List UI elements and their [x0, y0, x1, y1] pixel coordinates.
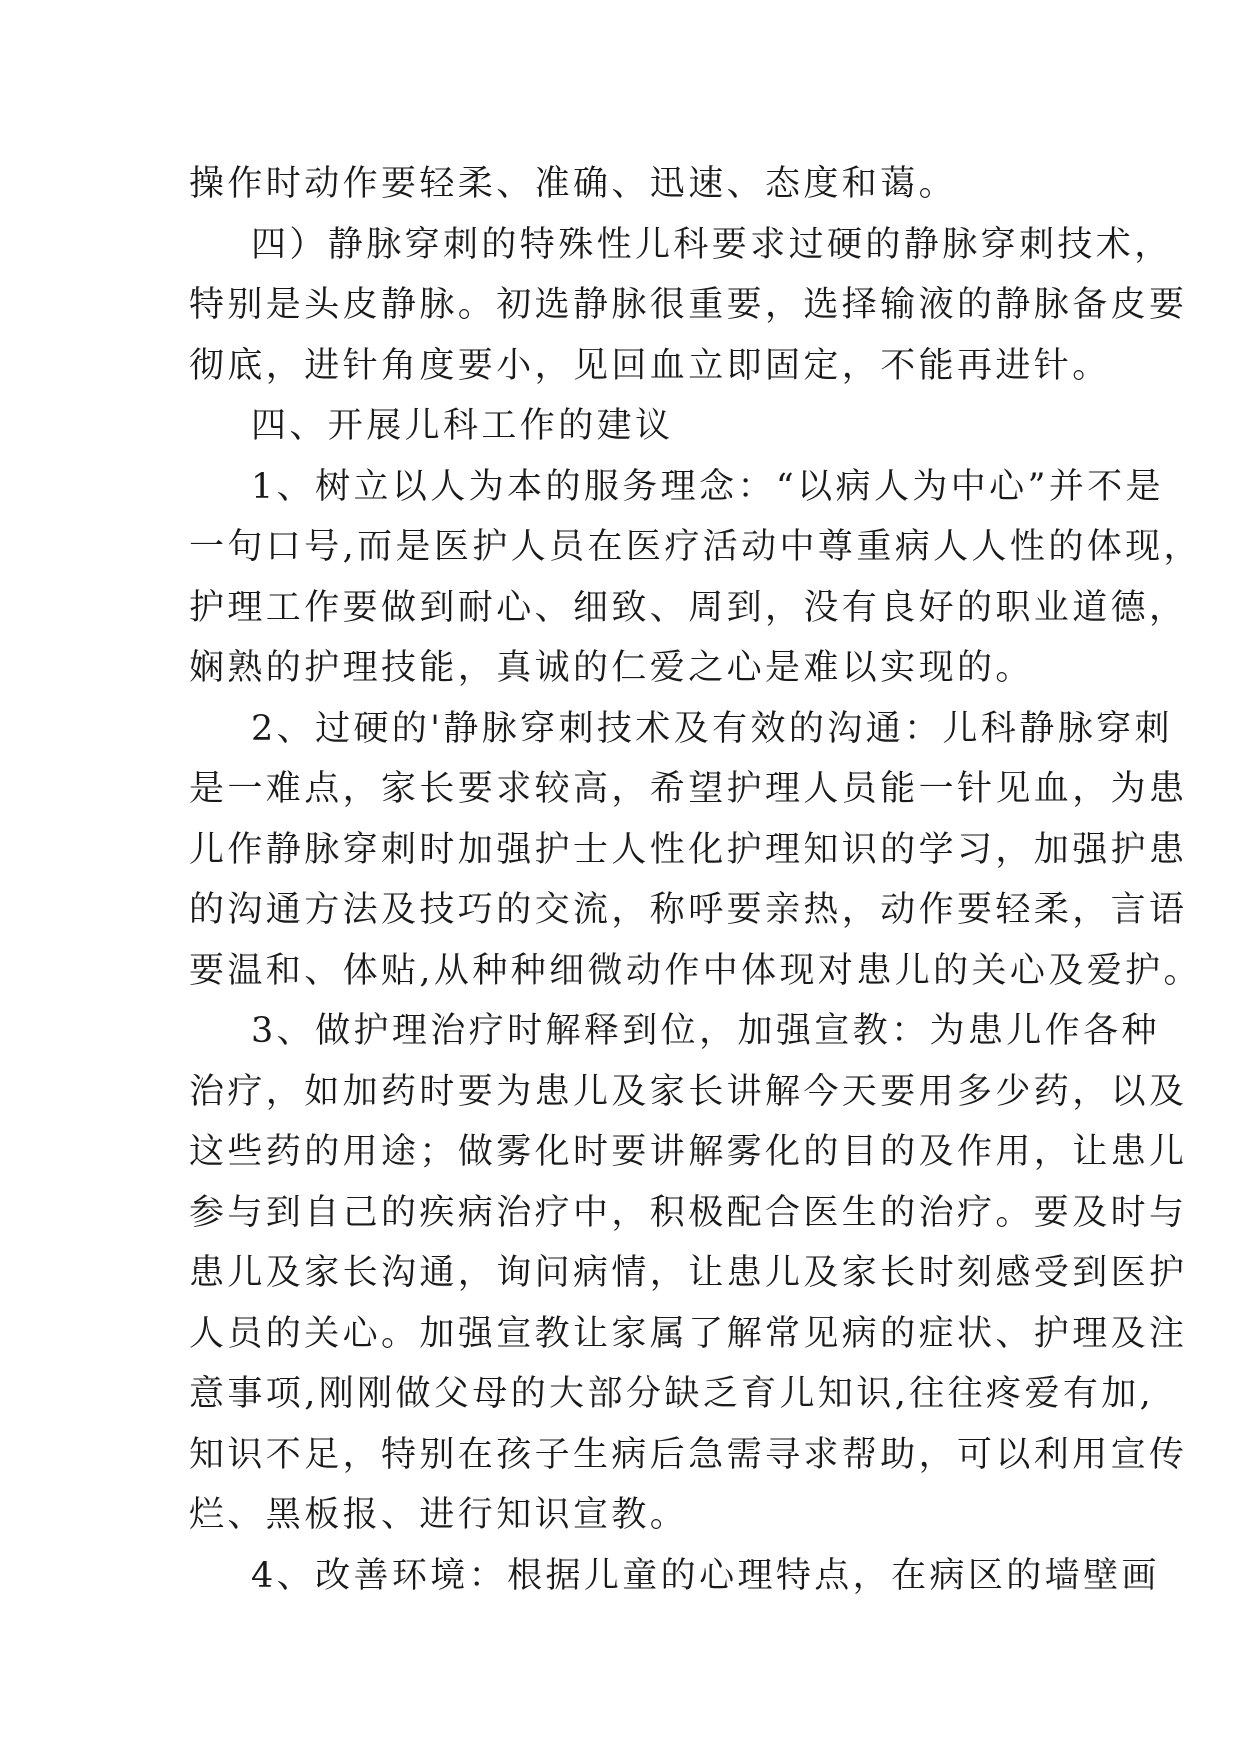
- text-line: 一句口号,而是医护人员在医疗活动中尊重病人人性的体现，: [189, 527, 1202, 567]
- text-line: 治疗，如加药时要为患儿及家长讲解今天要用多少药，以及: [189, 1071, 1188, 1112]
- text-line: 患儿及家长沟通，询问病情，让患儿及家长时刻感受到医护: [189, 1253, 1188, 1293]
- text-line: 四）静脉穿刺的特殊性儿科要求过硬的静脉穿刺技术，: [251, 224, 1173, 265]
- text-line: 娴熟的护理技能，真诚的仁爱之心是难以实现的。: [189, 648, 1034, 688]
- text-line: 是一难点，家长要求较高，希望护理人员能一针见血，为患: [189, 769, 1188, 809]
- text-line: 2、过硬的'静脉穿刺技术及有效的沟通：儿科静脉穿刺: [251, 708, 1173, 749]
- text-line: 特别是头皮静脉。初选静脉很重要，选择输液的静脉备皮要: [189, 285, 1188, 325]
- text-line: 要温和、体贴,从种种细微动作中体现对患儿的关心及爱护。: [189, 950, 1202, 991]
- body-text: [189, 154, 1202, 1606]
- text-line: 1、树立以人为本的服务理念：“以病人为中心”并不是: [251, 466, 1165, 507]
- text-line: 参与到自己的疾病治疗中，积极配合医生的治疗。要及时与: [189, 1192, 1188, 1233]
- text-line: 人员的关心。加强宣教让家属了解常见病的症状、护理及注: [189, 1313, 1188, 1354]
- text-line: 护理工作要做到耐心、细致、周到，没有良好的职业道德，: [189, 587, 1188, 628]
- text-line: 4、改善环境：根据儿童的心理特点，在病区的墙壁画: [251, 1555, 1160, 1596]
- text-line: 彻底，进针角度要小，见回血立即固定，不能再进针。: [189, 345, 1111, 386]
- text-line: 操作时动作要轻柔、准确、迅速、态度和蔼。: [189, 164, 958, 204]
- text-line: 知识不足，特别在孩子生病后急需寻求帮助，可以利用宣传: [189, 1434, 1188, 1475]
- text-line: 烂、黑板报、进行知识宣教。: [189, 1495, 689, 1535]
- text-line: 意事项,刚刚做父母的大部分缺乏育儿知识,往往疼爱有加,: [189, 1374, 1155, 1414]
- text-line: 3、做护理治疗时解释到位，加强宣教：为患儿作各种: [251, 1011, 1160, 1051]
- section-heading: 四、开展儿科工作的建议: [251, 406, 674, 446]
- text-line: 的沟通方法及技巧的交流，称呼要亲热，动作要轻柔，言语: [189, 890, 1188, 930]
- text-line: 这些药的用途；做雾化时要讲解雾化的目的及作用，让患儿: [189, 1132, 1188, 1172]
- text-line: 儿作静脉穿刺时加强护士人性化护理知识的学习，加强护患: [189, 829, 1188, 870]
